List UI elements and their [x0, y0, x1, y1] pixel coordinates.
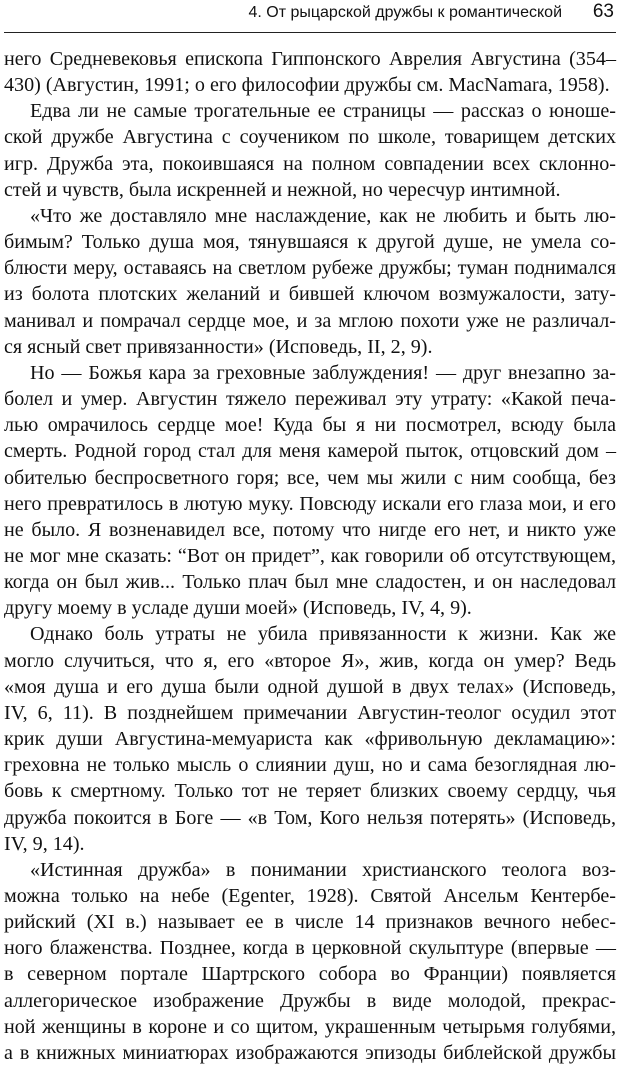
- text-line: можна только на небе (Egenter, 1928). Святой Ансельм Кентербе-: [4, 885, 616, 907]
- text-line: болел и умер. Августин тяжело переживал эту утрату: «Какой печа-: [4, 388, 616, 411]
- text-line: ся ясный свет привязанности» (Исповедь, II, 2, 9).: [4, 335, 433, 358]
- text-line: из болота плотских желаний и бившей ключом возмужалости, зату-: [4, 283, 616, 306]
- text-line: бовь к смертному. Только тот не теряет близких своему сердцу, чья: [4, 780, 616, 803]
- text-line: него Средневековья епископа Гиппонского Аврелия Августина (354–: [4, 48, 616, 70]
- text-line: крик души Августина-мемуариста как «фривольную декламацию»:: [4, 728, 616, 751]
- text-line: него превратилось в лютую муку. Повсюду искали его глаза мои, и его: [4, 492, 616, 515]
- text-line: манивал и помрачал сердце мое, и за мглою похоти уже не различал-: [4, 309, 616, 332]
- body-text: [4, 46, 616, 1066]
- text-line: ной женщины в короне и со щитом, украшенным четырьмя голубями,: [4, 1015, 616, 1038]
- text-line: ного блаженства. Позднее, когда в церковной скульптуре (впервые —: [4, 937, 616, 960]
- text-line: не мог мне сказать: “Вот он придет”, как говорили об отсутствующем,: [4, 544, 616, 567]
- chapter-title: 4. От рыцарской дружбы к романтической: [248, 4, 562, 21]
- text-line: Однако боль утраты не убила привязанности к жизни. Как же: [30, 623, 616, 646]
- text-line: ской дружбе Августина с соучеником по школе, товарищем детских: [4, 126, 616, 149]
- header-divider: [4, 32, 616, 33]
- text-line: когда он был жив... Только плач был мне сладостен, и он наследовал: [4, 571, 616, 594]
- text-line: аллегорическое изображение Дружбы в виде молодой, прекрас-: [4, 989, 616, 1012]
- text-line: а в книжных миниатюрах изображаются эпизоды библейской дружбы: [4, 1041, 616, 1064]
- text-line: 430) (Августин, 1991; о его философии дружбы см. MacNamara, 1958).: [4, 74, 610, 97]
- running-header: [0, 0, 620, 38]
- text-line: IV, 6, 11). В позднейшем примечании Августин-теолог осудил этот: [4, 701, 616, 724]
- text-line: греховна не только мысль о слиянии душ, но и сама безоглядная лю-: [4, 754, 616, 777]
- text-line: рийский (XI в.) называет ее в числе 14 признаков вечного небес-: [4, 911, 616, 934]
- text-line: блюсти меру, оставаясь на светлом рубеже дружбы; туман поднимался: [4, 257, 616, 280]
- text-line: могло случиться, что я, его «второе Я», жив, когда он умер? Ведь: [4, 649, 616, 672]
- text-line: в северном портале Шартрского собора во Франции) появляется: [4, 963, 616, 986]
- text-line: Едва ли не самые трогательные ее страницы — рассказ о юноше-: [30, 100, 616, 123]
- text-line: не было. Я возненавидел все, потому что нигде его нет, и никто уже: [4, 518, 616, 541]
- text-line: смерть. Родной город стал для меня камерой пыток, отцовский дом –: [4, 440, 616, 463]
- text-line: «Что же доставляло мне наслаждение, как не любить и быть лю-: [30, 204, 616, 227]
- text-line: «моя душа и его душа были одной душой в двух телах» (Исповедь,: [4, 675, 616, 698]
- text-line: обителью беспросветного горя; все, чем мы жили с ним сообща, без: [4, 466, 616, 489]
- page-number: 63: [592, 1, 614, 22]
- text-line: Но — Божья кара за греховные заблуждения! — друг внезапно за-: [30, 361, 616, 384]
- text-line: другу моему в усладе души моей» (Исповедь, IV, 4, 9).: [4, 597, 472, 620]
- text-line: «Истинная дружба» в понимании христианского теолога воз-: [30, 858, 616, 881]
- text-line: бимым? Только душа моя, тянувшаяся к другой душе, не умела со-: [4, 231, 616, 254]
- text-line: дружба покоится в Боге — «в Том, Кого нельзя потерять» (Исповедь,: [4, 806, 616, 829]
- text-line: лью омрачилось сердце мое! Куда бы я ни посмотрел, всюду была: [4, 414, 616, 437]
- text-line: игр. Дружба эта, покоившаяся на полном совпадении всех склонно-: [4, 152, 616, 175]
- text-line: стей и чувств, была искренней и нежной, но чересчур интимной.: [4, 178, 561, 201]
- text-line: IV, 9, 14).: [4, 832, 85, 855]
